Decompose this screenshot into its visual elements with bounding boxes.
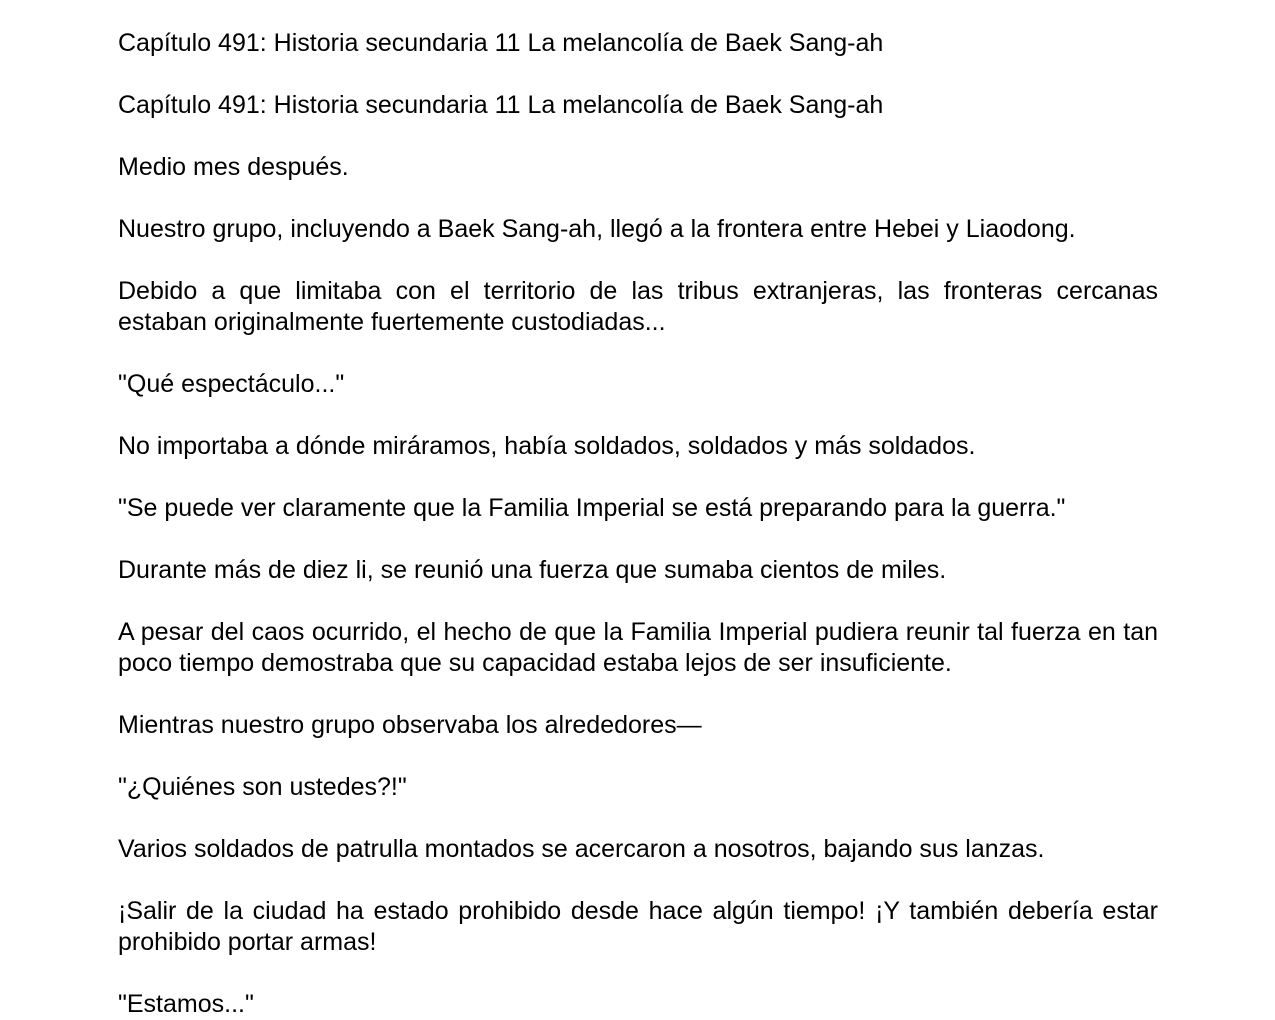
dialogue-line: "Se puede ver claramente que la Familia Imperial se está preparando para la guerra." [118, 494, 1066, 522]
paragraph: ¡Salir de la ciudad ha estado prohibido desde hace algún tiempo! ¡Y también debería estar prohibido portar armas! [118, 897, 1158, 956]
paragraph: Mientras nuestro grupo observaba los alrededores— [118, 711, 702, 739]
paragraph: A pesar del caos ocurrido, el hecho de que la Familia Imperial pudiera reunir tal fuerza en tan poco tiempo demostraba que su capacidad estaba lejos de ser insuficiente. [118, 618, 1158, 677]
paragraph: Durante más de diez li, se reunió una fuerza que sumaba cientos de miles. [118, 556, 947, 584]
chapter-heading-repeat: Capítulo 491: Historia secundaria 11 La melancolía de Baek Sang-ah [118, 91, 884, 119]
dialogue-line: "Qué espectáculo..." [118, 370, 345, 398]
chapter-heading: Capítulo 491: Historia secundaria 11 La melancolía de Baek Sang-ah [118, 29, 884, 57]
document-page [118, 28, 1158, 1020]
dialogue-line: "Estamos..." [118, 990, 254, 1018]
paragraph: No importaba a dónde miráramos, había soldados, soldados y más soldados. [118, 432, 976, 460]
dialogue-line: "¿Quiénes son ustedes?!" [118, 773, 407, 801]
paragraph: Nuestro grupo, incluyendo a Baek Sang-ah, llegó a la frontera entre Hebei y Liaodong. [118, 215, 1076, 243]
paragraph: Medio mes después. [118, 153, 349, 181]
paragraph: Debido a que limitaba con el territorio de las tribus extranjeras, las fronteras cercanas estaban originalmente fuertemente custodiadas... [118, 277, 1158, 336]
paragraph: Varios soldados de patrulla montados se acercaron a nosotros, bajando sus lanzas. [118, 835, 1045, 863]
